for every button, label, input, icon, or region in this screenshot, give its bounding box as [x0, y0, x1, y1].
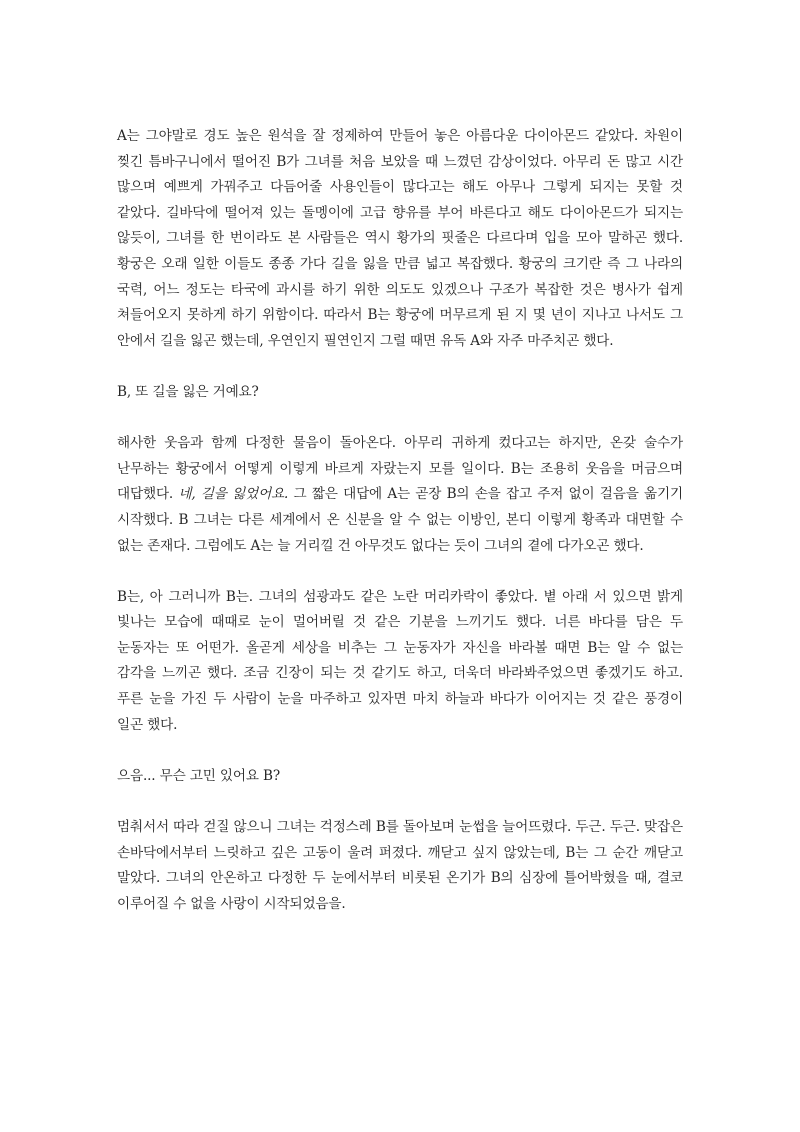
dialogue-text: B, 또 길을 잃은 거예요? [117, 383, 259, 400]
paragraph-text: A는 그야말로 경도 높은 원석을 잘 정제하여 만들어 놓은 아름다운 다이아몬드 같았다. 차원이 찢긴 틈바구니에서 떨어진 B가 그녀를 처음 보았을 때 느꼈던 감상이었다. 아무리 돈 많고 시간 많으며 예쁘게 가꿔주고 다듬어줄 사용인들이 많다고는 해도 아무나 그렇게 되지는 못할 것 같았다. 길바닥에 떨어져 있는 돌멩이에 고급 향유를 부어 바른다고 해도 다이아몬드가 되지는 않듯이, 그녀를 한 번이라도 본 사람들은 역시 황가의 핏줄은 다르다며 입을 모아 말하곤 했다. 황궁은 오래 일한 이들도 종종 가다 길을 잃을 만큼 넓고 복잡했다. 황궁의 크기란 즉 그 나라의 국력, 어느 정도는 타국에 과시를 하기 위한 의도도 있겠으나 구조가 복잡한 것은 병사가 쉽게 쳐들어오지 못하게 하기 위함이다. 따라서 B는 황궁에 머무르게 된 지 몇 년이 지나고 나서도 그 안에서 길을 잃곤 했는데, 우연인지 필연인지 그럴 때면 유독 A와 자주 마주치곤 했다. [117, 128, 683, 349]
paragraph-text: B는, 아 그러니까 B는. 그녀의 섬광과도 같은 노란 머리카락이 좋았다. 볕 아래 서 있으면 밝게 빛나는 모습에 때때로 눈이 멀어버릴 것 같은 기분을 느끼기도 했다. 너른 바다를 담은 두 눈동자는 또 어떤가. 올곧게 세상을 비추는 그 눈동자가 자신을 바라볼 때면 B는 알 수 없는 감각을 느끼곤 했다. 조금 긴장이 되는 것 같기도 하고, 더욱더 바라봐주었으면 좋겠기도 하고. 푸른 눈을 가진 두 사람이 눈을 마주하고 있자면 마치 하늘과 바다가 이어지는 것 같은 풍경이 일곤 했다. [117, 588, 683, 733]
paragraph-heartbeat [117, 815, 683, 917]
paragraph-text: 해사한 웃음과 함께 다정한 물음이 돌아온다. 아무리 귀하게 컸다고는 하지만, 온갖 술수가 난무하는 황궁에서 어떻게 이렇게 바르게 자랐는지 모를 일이다. B는 조용히 웃음을 머금으며 대답했다. [117, 435, 683, 503]
paragraph-gentle-question [117, 431, 683, 559]
dialogue-text: 으음... 무슨 고민 있어요 B? [117, 767, 281, 784]
dialogue-line-worry [117, 764, 683, 790]
paragraph-text: 그 짧은 대답에 A는 곧장 B의 손을 잡고 주저 없이 걸음을 옮기기 시작했다. B 그녀는 다른 세계에서 온 신분을 알 수 없는 이방인, 본디 이렇게 황족과 대면할 수 없는 존재다. 그럼에도 A는 늘 거리낄 건 아무것도 없다는 듯이 그녀의 곁에 다가오곤 했다. [117, 486, 683, 554]
paragraph-golden-hair [117, 585, 683, 739]
document-body [117, 124, 683, 943]
paragraph-text: 멈춰서서 따라 걷질 않으니 그녀는 걱정스레 B를 돌아보며 눈썹을 늘어뜨렸다. 두근. 두근. 맞잡은 손바닥에서부터 느릿하고 깊은 고동이 울려 퍼졌다. 깨닫고 싶지 않았는데, B는 그 순간 깨닫고 말았다. 그녀의 안온하고 다정한 두 눈에서부터 비롯된 온기가 B의 심장에 틀어박혔을 때, 결코 이루어질 수 없을 사랑이 시작되었음을. [117, 819, 683, 912]
paragraph-a-description [117, 124, 683, 354]
dialogue-line-lost-again [117, 380, 683, 406]
italic-reply: 네, 길을 잃었어요. [178, 486, 289, 503]
